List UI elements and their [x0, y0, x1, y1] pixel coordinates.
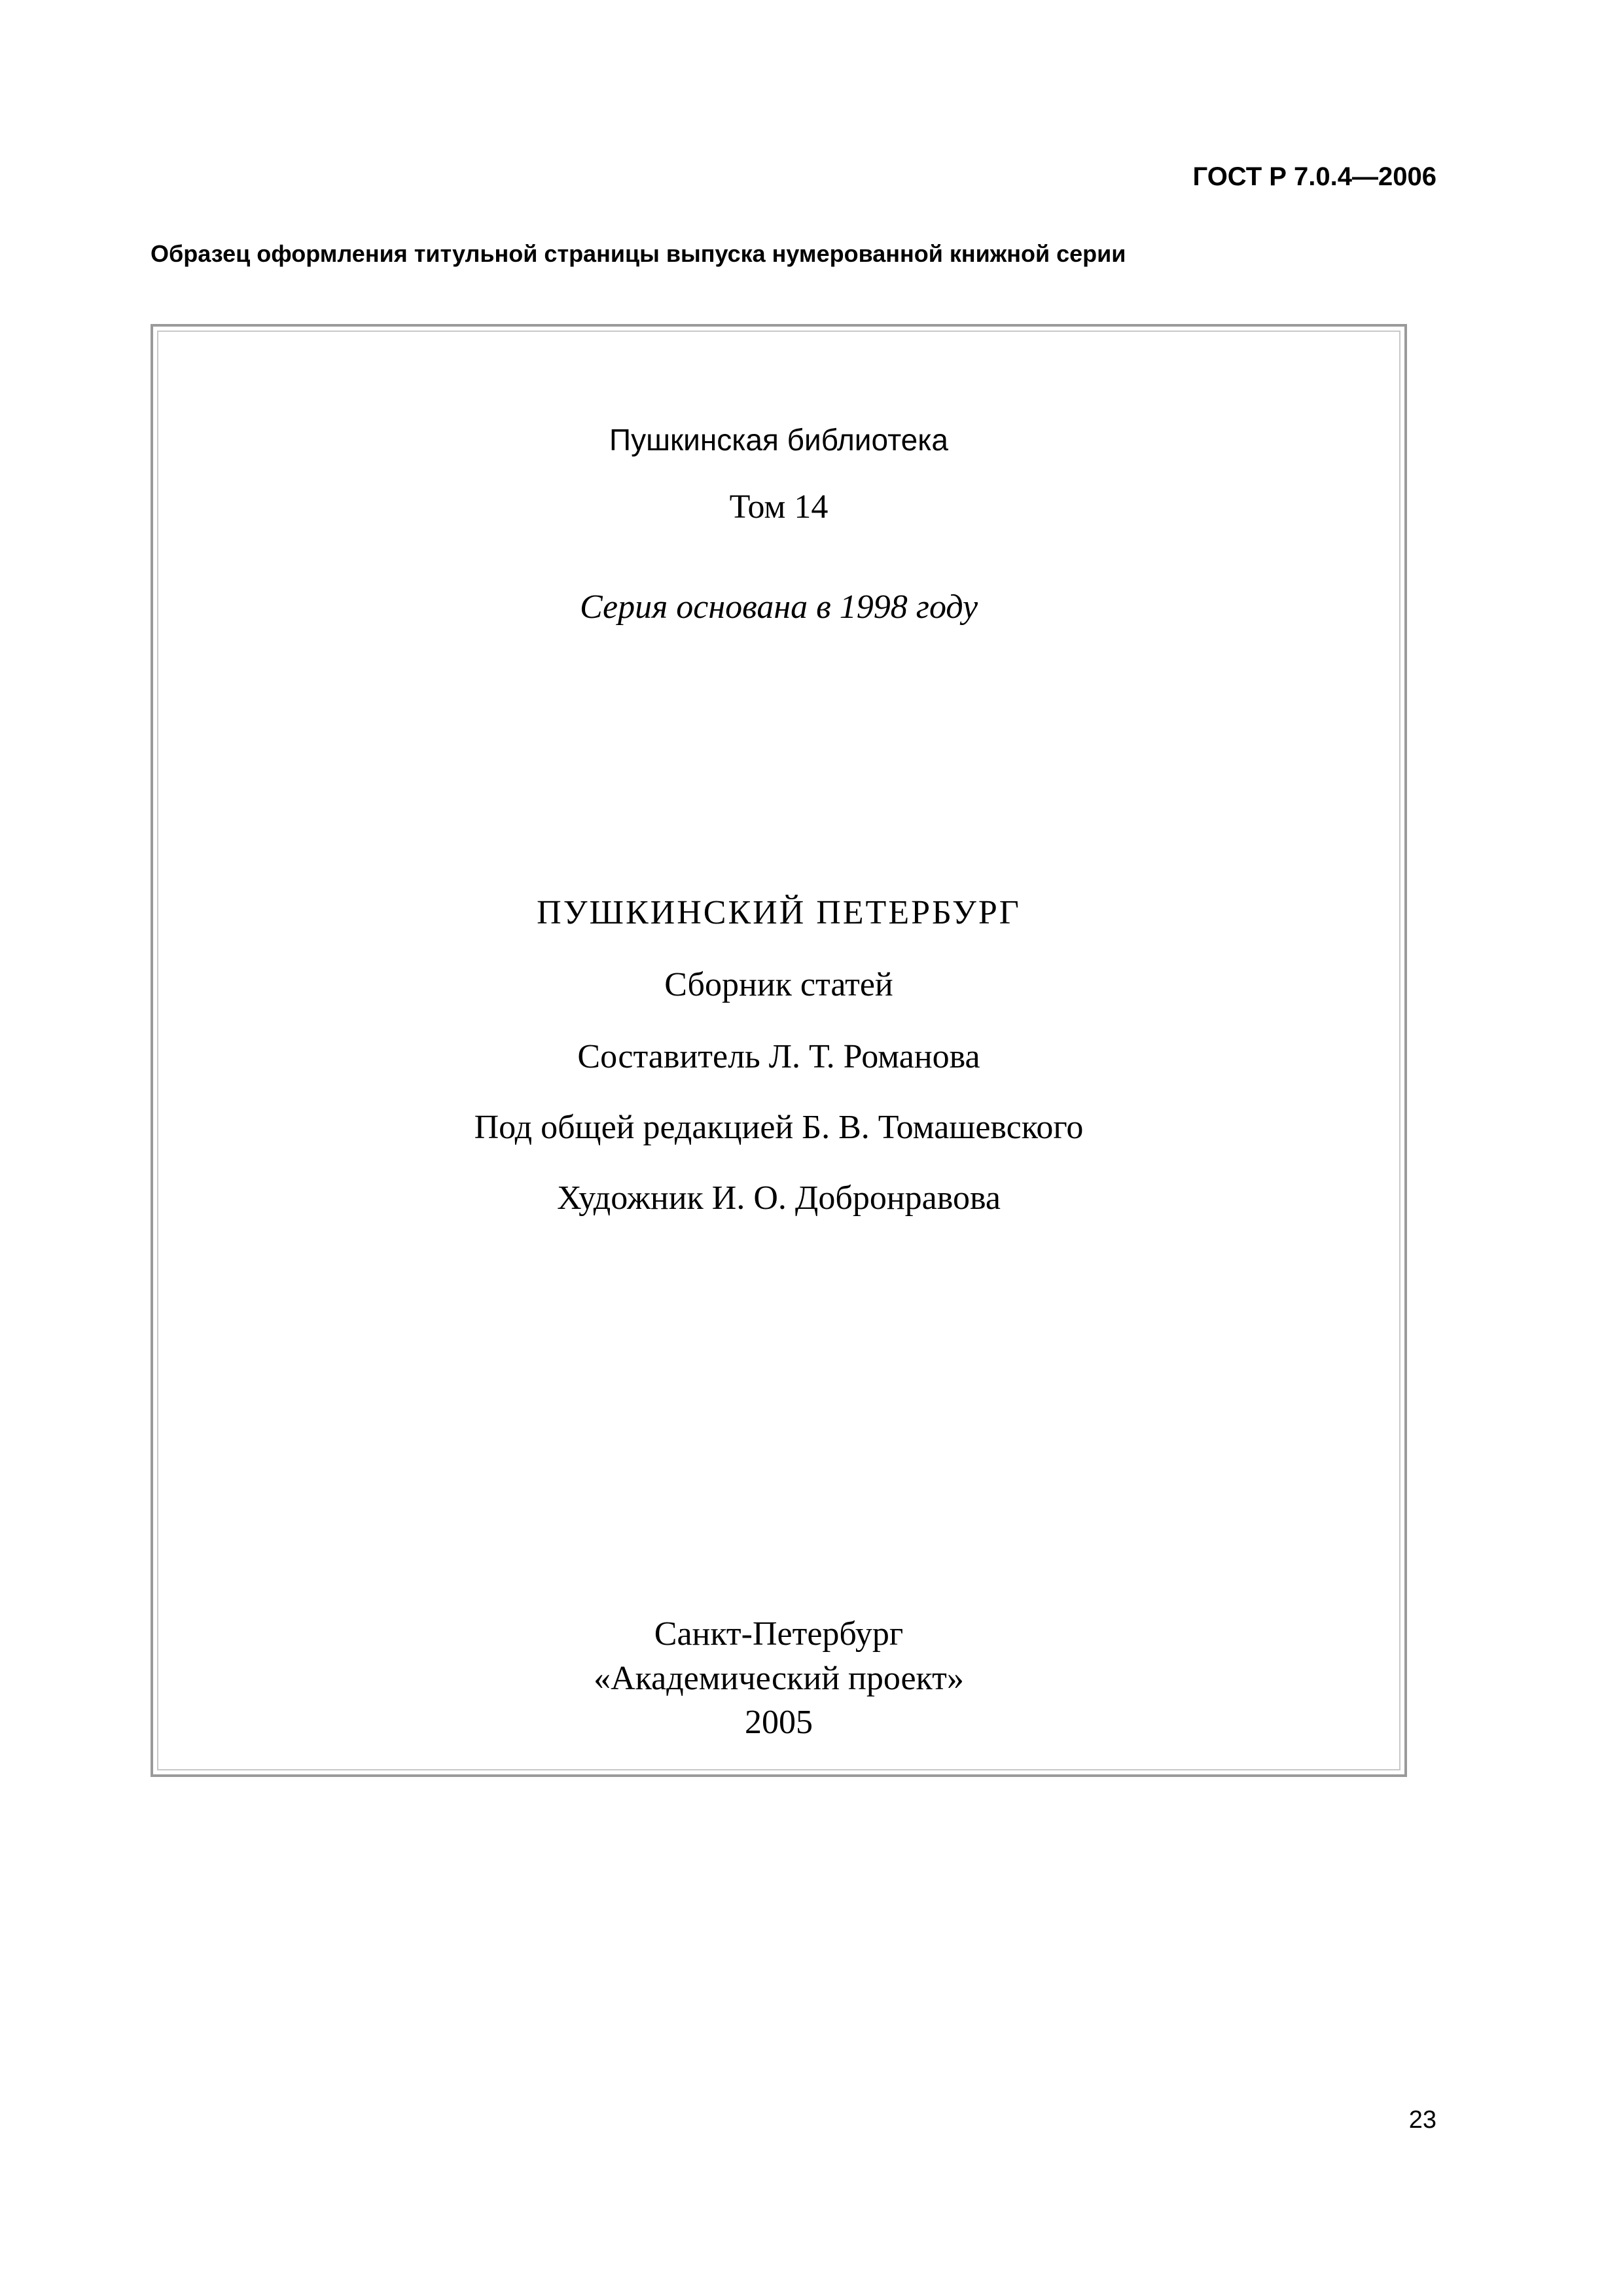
imprint-publisher: «Академический проект» — [594, 1660, 964, 1697]
series-name: Пушкинская библиотека — [609, 423, 948, 457]
imprint-year: 2005 — [745, 1704, 813, 1741]
series-founded: Серия основана в 1998 году — [579, 588, 978, 626]
compiler: Составитель Л. Т. Романова — [577, 1038, 980, 1075]
volume-number: Том 14 — [729, 488, 829, 526]
page-number: 23 — [1408, 2106, 1436, 2134]
sample-caption: Образец оформления титульной страницы выпуска нумерованной книжной серии — [151, 240, 1126, 267]
book-type: Сборник статей — [664, 966, 893, 1003]
artist: Художник И. О. Добронравова — [557, 1179, 1001, 1217]
standard-code: ГОСТ Р 7.0.4—2006 — [1192, 162, 1436, 191]
imprint-city: Санкт-Петербург — [654, 1615, 904, 1653]
title-page-frame — [151, 324, 1407, 1777]
book-title: ПУШКИНСКИЙ ПЕТЕРБУРГ — [537, 894, 1021, 931]
general-editor: Под общей редакцией Б. В. Томашевского — [474, 1109, 1084, 1146]
